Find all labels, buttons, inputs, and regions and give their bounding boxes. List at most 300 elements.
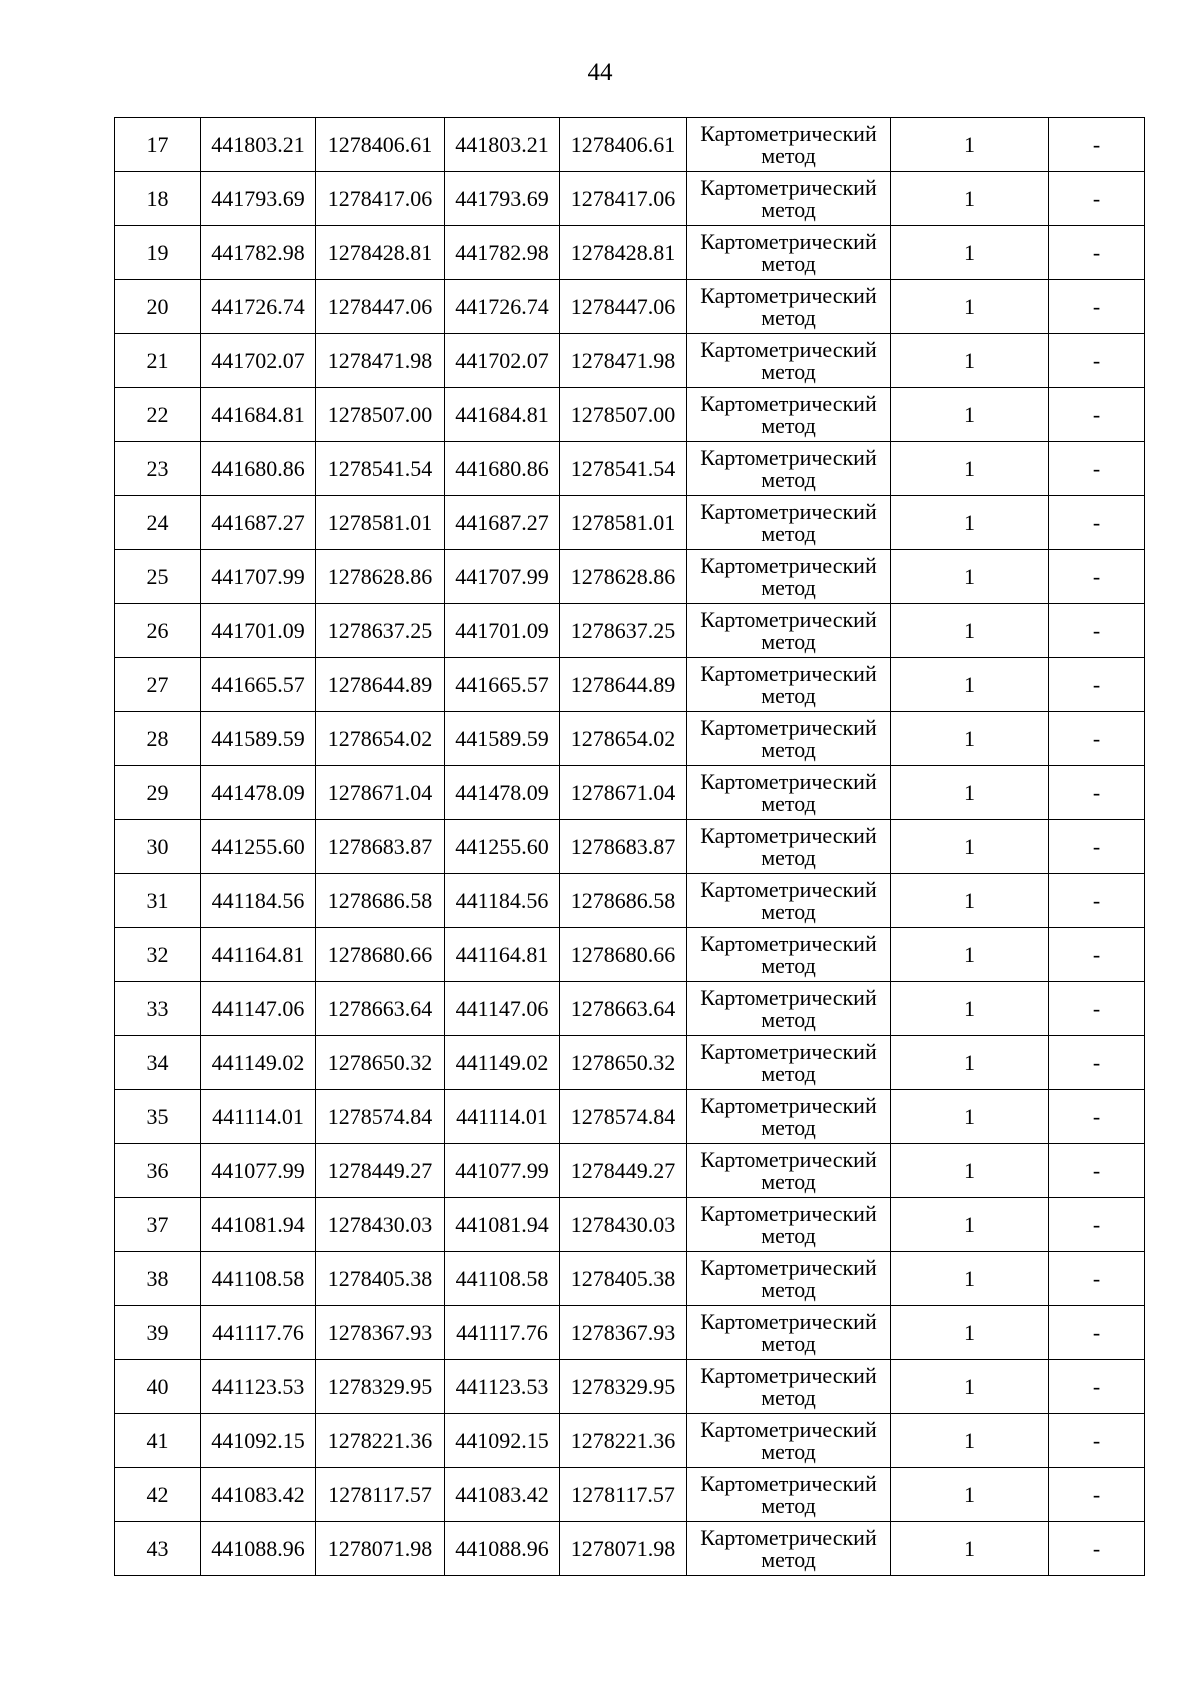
y-existing-cell: 1278644.89 — [316, 658, 445, 712]
x-existing-cell: 441793.69 — [201, 172, 316, 226]
point-number-cell: 34 — [115, 1036, 201, 1090]
method-cell — [687, 820, 891, 874]
x-existing-cell: 441701.09 — [201, 604, 316, 658]
method-cell — [687, 280, 891, 334]
method-line-2: метод — [761, 1492, 816, 1518]
accuracy-cell: 1 — [891, 280, 1049, 334]
x-new-cell: 441680.86 — [445, 442, 560, 496]
method-line-1: Картометрический — [700, 1146, 877, 1172]
x-new-cell: 441684.81 — [445, 388, 560, 442]
y-new-cell: 1278117.57 — [560, 1468, 687, 1522]
point-number-cell: 27 — [115, 658, 201, 712]
y-existing-cell: 1278430.03 — [316, 1198, 445, 1252]
note-cell: - — [1049, 442, 1145, 496]
note-cell: - — [1049, 280, 1145, 334]
table-row — [115, 1252, 1145, 1306]
method-line-2: метод — [761, 196, 816, 222]
y-existing-cell: 1278683.87 — [316, 820, 445, 874]
note-cell: - — [1049, 1360, 1145, 1414]
accuracy-cell: 1 — [891, 982, 1049, 1036]
accuracy-cell: 1 — [891, 658, 1049, 712]
accuracy-cell: 1 — [891, 1144, 1049, 1198]
method-cell — [687, 172, 891, 226]
y-new-cell: 1278650.32 — [560, 1036, 687, 1090]
note-cell: - — [1049, 982, 1145, 1036]
method-line-1: Картометрический — [700, 876, 877, 902]
x-new-cell: 441081.94 — [445, 1198, 560, 1252]
method-cell — [687, 766, 891, 820]
note-cell: - — [1049, 1468, 1145, 1522]
accuracy-cell: 1 — [891, 1522, 1049, 1576]
method-cell — [687, 928, 891, 982]
method-line-1: Картометрический — [700, 768, 877, 794]
method-line-2: метод — [761, 1060, 816, 1086]
x-new-cell: 441702.07 — [445, 334, 560, 388]
method-line-2: метод — [761, 1006, 816, 1032]
method-cell — [687, 334, 891, 388]
method-line-1: Картометрический — [700, 1092, 877, 1118]
x-new-cell: 441255.60 — [445, 820, 560, 874]
method-line-1: Картометрический — [700, 282, 877, 308]
y-existing-cell: 1278447.06 — [316, 280, 445, 334]
x-existing-cell: 441081.94 — [201, 1198, 316, 1252]
method-cell — [687, 982, 891, 1036]
method-line-2: метод — [761, 628, 816, 654]
accuracy-cell: 1 — [891, 1252, 1049, 1306]
method-line-1: Картометрический — [700, 1470, 877, 1496]
note-cell: - — [1049, 874, 1145, 928]
table-row — [115, 712, 1145, 766]
method-line-1: Картометрический — [700, 822, 877, 848]
method-cell — [687, 1252, 891, 1306]
accuracy-cell: 1 — [891, 1414, 1049, 1468]
method-line-2: метод — [761, 574, 816, 600]
y-existing-cell: 1278449.27 — [316, 1144, 445, 1198]
method-line-2: метод — [761, 142, 816, 168]
method-line-1: Картометрический — [700, 228, 877, 254]
method-cell — [687, 388, 891, 442]
x-new-cell: 441114.01 — [445, 1090, 560, 1144]
x-existing-cell: 441149.02 — [201, 1036, 316, 1090]
x-existing-cell: 441164.81 — [201, 928, 316, 982]
table-row — [115, 928, 1145, 982]
method-line-1: Картометрический — [700, 1200, 877, 1226]
table-row — [115, 1414, 1145, 1468]
y-new-cell: 1278367.93 — [560, 1306, 687, 1360]
method-line-2: метод — [761, 466, 816, 492]
note-cell: - — [1049, 1306, 1145, 1360]
method-cell — [687, 712, 891, 766]
note-cell: - — [1049, 604, 1145, 658]
x-existing-cell: 441083.42 — [201, 1468, 316, 1522]
point-number-cell: 28 — [115, 712, 201, 766]
x-existing-cell: 441687.27 — [201, 496, 316, 550]
table-row — [115, 550, 1145, 604]
table-row — [115, 172, 1145, 226]
y-new-cell: 1278430.03 — [560, 1198, 687, 1252]
x-new-cell: 441687.27 — [445, 496, 560, 550]
note-cell: - — [1049, 1144, 1145, 1198]
note-cell: - — [1049, 1036, 1145, 1090]
x-new-cell: 441083.42 — [445, 1468, 560, 1522]
point-number-cell: 31 — [115, 874, 201, 928]
table-row — [115, 1198, 1145, 1252]
method-line-2: метод — [761, 1546, 816, 1572]
y-new-cell: 1278686.58 — [560, 874, 687, 928]
accuracy-cell: 1 — [891, 388, 1049, 442]
y-new-cell: 1278405.38 — [560, 1252, 687, 1306]
x-new-cell: 441478.09 — [445, 766, 560, 820]
accuracy-cell: 1 — [891, 1036, 1049, 1090]
x-new-cell: 441077.99 — [445, 1144, 560, 1198]
x-existing-cell: 441702.07 — [201, 334, 316, 388]
accuracy-cell: 1 — [891, 820, 1049, 874]
point-number-cell: 33 — [115, 982, 201, 1036]
x-new-cell: 441803.21 — [445, 118, 560, 172]
x-new-cell: 441707.99 — [445, 550, 560, 604]
x-existing-cell: 441117.76 — [201, 1306, 316, 1360]
point-number-cell: 25 — [115, 550, 201, 604]
point-number-cell: 20 — [115, 280, 201, 334]
y-existing-cell: 1278637.25 — [316, 604, 445, 658]
y-new-cell: 1278471.98 — [560, 334, 687, 388]
method-line-2: метод — [761, 304, 816, 330]
y-existing-cell: 1278654.02 — [316, 712, 445, 766]
y-new-cell: 1278417.06 — [560, 172, 687, 226]
y-new-cell: 1278507.00 — [560, 388, 687, 442]
accuracy-cell: 1 — [891, 550, 1049, 604]
accuracy-cell: 1 — [891, 1306, 1049, 1360]
note-cell: - — [1049, 820, 1145, 874]
method-line-1: Картометрический — [700, 930, 877, 956]
table-row — [115, 388, 1145, 442]
y-existing-cell: 1278071.98 — [316, 1522, 445, 1576]
note-cell: - — [1049, 1522, 1145, 1576]
y-new-cell: 1278574.84 — [560, 1090, 687, 1144]
y-existing-cell: 1278329.95 — [316, 1360, 445, 1414]
y-new-cell: 1278663.64 — [560, 982, 687, 1036]
x-existing-cell: 441108.58 — [201, 1252, 316, 1306]
note-cell: - — [1049, 658, 1145, 712]
x-existing-cell: 441088.96 — [201, 1522, 316, 1576]
note-cell: - — [1049, 1198, 1145, 1252]
method-line-1: Картометрический — [700, 552, 877, 578]
point-number-cell: 36 — [115, 1144, 201, 1198]
method-line-1: Картометрический — [700, 1362, 877, 1388]
table-row — [115, 442, 1145, 496]
point-number-cell: 21 — [115, 334, 201, 388]
method-line-2: метод — [761, 1330, 816, 1356]
page-number: 44 — [587, 59, 613, 86]
x-new-cell: 441108.58 — [445, 1252, 560, 1306]
point-number-cell: 37 — [115, 1198, 201, 1252]
table-row — [115, 1522, 1145, 1576]
y-existing-cell: 1278574.84 — [316, 1090, 445, 1144]
accuracy-cell: 1 — [891, 1198, 1049, 1252]
x-existing-cell: 441077.99 — [201, 1144, 316, 1198]
x-existing-cell: 441665.57 — [201, 658, 316, 712]
x-existing-cell: 441803.21 — [201, 118, 316, 172]
method-line-1: Картометрический — [700, 1416, 877, 1442]
note-cell: - — [1049, 388, 1145, 442]
method-cell — [687, 1414, 891, 1468]
point-number-cell: 19 — [115, 226, 201, 280]
x-new-cell: 441793.69 — [445, 172, 560, 226]
y-existing-cell: 1278507.00 — [316, 388, 445, 442]
method-cell — [687, 496, 891, 550]
y-existing-cell: 1278117.57 — [316, 1468, 445, 1522]
table-row — [115, 118, 1145, 172]
y-new-cell: 1278644.89 — [560, 658, 687, 712]
point-number-cell: 35 — [115, 1090, 201, 1144]
method-line-2: метод — [761, 898, 816, 924]
point-number-cell: 17 — [115, 118, 201, 172]
point-number-cell: 18 — [115, 172, 201, 226]
accuracy-cell: 1 — [891, 604, 1049, 658]
table-row — [115, 1144, 1145, 1198]
accuracy-cell: 1 — [891, 874, 1049, 928]
x-new-cell: 441117.76 — [445, 1306, 560, 1360]
method-cell — [687, 118, 891, 172]
note-cell: - — [1049, 1252, 1145, 1306]
method-cell — [687, 1360, 891, 1414]
note-cell: - — [1049, 172, 1145, 226]
x-existing-cell: 441147.06 — [201, 982, 316, 1036]
x-new-cell: 441701.09 — [445, 604, 560, 658]
method-line-2: метод — [761, 412, 816, 438]
method-line-1: Картометрический — [700, 714, 877, 740]
method-line-2: метод — [761, 736, 816, 762]
y-existing-cell: 1278650.32 — [316, 1036, 445, 1090]
point-number-cell: 22 — [115, 388, 201, 442]
accuracy-cell: 1 — [891, 442, 1049, 496]
method-cell — [687, 1198, 891, 1252]
x-new-cell: 441184.56 — [445, 874, 560, 928]
method-cell — [687, 1144, 891, 1198]
method-line-2: метод — [761, 1114, 816, 1140]
y-existing-cell: 1278221.36 — [316, 1414, 445, 1468]
method-line-2: метод — [761, 790, 816, 816]
y-existing-cell: 1278471.98 — [316, 334, 445, 388]
y-existing-cell: 1278671.04 — [316, 766, 445, 820]
point-number-cell: 29 — [115, 766, 201, 820]
y-existing-cell: 1278686.58 — [316, 874, 445, 928]
note-cell: - — [1049, 118, 1145, 172]
method-line-1: Картометрический — [700, 174, 877, 200]
method-cell — [687, 1306, 891, 1360]
method-line-2: метод — [761, 1168, 816, 1194]
y-new-cell: 1278671.04 — [560, 766, 687, 820]
point-number-cell: 26 — [115, 604, 201, 658]
x-existing-cell: 441123.53 — [201, 1360, 316, 1414]
y-existing-cell: 1278367.93 — [316, 1306, 445, 1360]
method-cell — [687, 1036, 891, 1090]
y-new-cell: 1278406.61 — [560, 118, 687, 172]
x-new-cell: 441589.59 — [445, 712, 560, 766]
table-row — [115, 820, 1145, 874]
method-line-1: Картометрический — [700, 120, 877, 146]
y-new-cell: 1278637.25 — [560, 604, 687, 658]
y-new-cell: 1278428.81 — [560, 226, 687, 280]
x-new-cell: 441665.57 — [445, 658, 560, 712]
table-row — [115, 1036, 1145, 1090]
table-row — [115, 280, 1145, 334]
x-new-cell: 441123.53 — [445, 1360, 560, 1414]
table-row — [115, 1090, 1145, 1144]
method-line-2: метод — [761, 952, 816, 978]
x-existing-cell: 441684.81 — [201, 388, 316, 442]
method-cell — [687, 226, 891, 280]
y-existing-cell: 1278628.86 — [316, 550, 445, 604]
method-cell — [687, 874, 891, 928]
method-cell — [687, 1468, 891, 1522]
point-number-cell: 40 — [115, 1360, 201, 1414]
y-new-cell: 1278447.06 — [560, 280, 687, 334]
accuracy-cell: 1 — [891, 1468, 1049, 1522]
y-existing-cell: 1278405.38 — [316, 1252, 445, 1306]
note-cell: - — [1049, 550, 1145, 604]
note-cell: - — [1049, 334, 1145, 388]
note-cell: - — [1049, 1414, 1145, 1468]
x-existing-cell: 441726.74 — [201, 280, 316, 334]
table-row — [115, 658, 1145, 712]
x-existing-cell: 441114.01 — [201, 1090, 316, 1144]
y-new-cell: 1278071.98 — [560, 1522, 687, 1576]
x-existing-cell: 441707.99 — [201, 550, 316, 604]
x-existing-cell: 441255.60 — [201, 820, 316, 874]
method-line-2: метод — [761, 1222, 816, 1248]
method-line-1: Картометрический — [700, 1308, 877, 1334]
y-existing-cell: 1278417.06 — [316, 172, 445, 226]
y-new-cell: 1278221.36 — [560, 1414, 687, 1468]
table-row — [115, 982, 1145, 1036]
method-cell — [687, 604, 891, 658]
table-row — [115, 334, 1145, 388]
x-existing-cell: 441092.15 — [201, 1414, 316, 1468]
accuracy-cell: 1 — [891, 172, 1049, 226]
method-cell — [687, 1090, 891, 1144]
table-row — [115, 1306, 1145, 1360]
x-new-cell: 441147.06 — [445, 982, 560, 1036]
method-line-2: метод — [761, 1438, 816, 1464]
accuracy-cell: 1 — [891, 928, 1049, 982]
y-new-cell: 1278329.95 — [560, 1360, 687, 1414]
accuracy-cell: 1 — [891, 1360, 1049, 1414]
x-new-cell: 441782.98 — [445, 226, 560, 280]
point-number-cell: 42 — [115, 1468, 201, 1522]
x-existing-cell: 441184.56 — [201, 874, 316, 928]
y-new-cell: 1278628.86 — [560, 550, 687, 604]
point-number-cell: 41 — [115, 1414, 201, 1468]
accuracy-cell: 1 — [891, 226, 1049, 280]
x-new-cell: 441164.81 — [445, 928, 560, 982]
x-new-cell: 441726.74 — [445, 280, 560, 334]
table-body — [115, 118, 1145, 1576]
method-line-2: метод — [761, 1276, 816, 1302]
x-existing-cell: 441478.09 — [201, 766, 316, 820]
method-line-1: Картометрический — [700, 498, 877, 524]
note-cell: - — [1049, 766, 1145, 820]
table-row — [115, 1360, 1145, 1414]
accuracy-cell: 1 — [891, 1090, 1049, 1144]
point-number-cell: 23 — [115, 442, 201, 496]
method-cell — [687, 1522, 891, 1576]
y-new-cell: 1278683.87 — [560, 820, 687, 874]
method-line-2: метод — [761, 682, 816, 708]
method-line-1: Картометрический — [700, 1524, 877, 1550]
point-number-cell: 24 — [115, 496, 201, 550]
accuracy-cell: 1 — [891, 766, 1049, 820]
coordinates-table — [114, 117, 1145, 1576]
table-row — [115, 1468, 1145, 1522]
method-line-1: Картометрический — [700, 390, 877, 416]
method-line-1: Картометрический — [700, 606, 877, 632]
method-line-2: метод — [761, 250, 816, 276]
method-cell — [687, 442, 891, 496]
y-new-cell: 1278680.66 — [560, 928, 687, 982]
method-line-1: Картометрический — [700, 1254, 877, 1280]
x-existing-cell: 441589.59 — [201, 712, 316, 766]
y-existing-cell: 1278663.64 — [316, 982, 445, 1036]
y-new-cell: 1278581.01 — [560, 496, 687, 550]
method-line-1: Картометрический — [700, 984, 877, 1010]
point-number-cell: 43 — [115, 1522, 201, 1576]
method-line-2: метод — [761, 358, 816, 384]
note-cell: - — [1049, 712, 1145, 766]
method-cell — [687, 550, 891, 604]
point-number-cell: 32 — [115, 928, 201, 982]
note-cell: - — [1049, 226, 1145, 280]
x-existing-cell: 441680.86 — [201, 442, 316, 496]
accuracy-cell: 1 — [891, 334, 1049, 388]
method-line-2: метод — [761, 844, 816, 870]
method-cell — [687, 658, 891, 712]
y-existing-cell: 1278406.61 — [316, 118, 445, 172]
table-row — [115, 874, 1145, 928]
table-row — [115, 766, 1145, 820]
note-cell: - — [1049, 928, 1145, 982]
note-cell: - — [1049, 496, 1145, 550]
accuracy-cell: 1 — [891, 712, 1049, 766]
y-existing-cell: 1278428.81 — [316, 226, 445, 280]
point-number-cell: 38 — [115, 1252, 201, 1306]
method-line-2: метод — [761, 1384, 816, 1410]
method-line-1: Картометрический — [700, 660, 877, 686]
accuracy-cell: 1 — [891, 118, 1049, 172]
accuracy-cell: 1 — [891, 496, 1049, 550]
point-number-cell: 39 — [115, 1306, 201, 1360]
y-existing-cell: 1278581.01 — [316, 496, 445, 550]
method-line-1: Картометрический — [700, 1038, 877, 1064]
method-line-1: Картометрический — [700, 336, 877, 362]
table-row — [115, 496, 1145, 550]
table-row — [115, 226, 1145, 280]
note-cell: - — [1049, 1090, 1145, 1144]
x-new-cell: 441088.96 — [445, 1522, 560, 1576]
y-new-cell: 1278541.54 — [560, 442, 687, 496]
method-line-1: Картометрический — [700, 444, 877, 470]
x-new-cell: 441092.15 — [445, 1414, 560, 1468]
point-number-cell: 30 — [115, 820, 201, 874]
x-existing-cell: 441782.98 — [201, 226, 316, 280]
y-new-cell: 1278654.02 — [560, 712, 687, 766]
table-row — [115, 604, 1145, 658]
y-existing-cell: 1278541.54 — [316, 442, 445, 496]
y-new-cell: 1278449.27 — [560, 1144, 687, 1198]
x-new-cell: 441149.02 — [445, 1036, 560, 1090]
y-existing-cell: 1278680.66 — [316, 928, 445, 982]
method-line-2: метод — [761, 520, 816, 546]
